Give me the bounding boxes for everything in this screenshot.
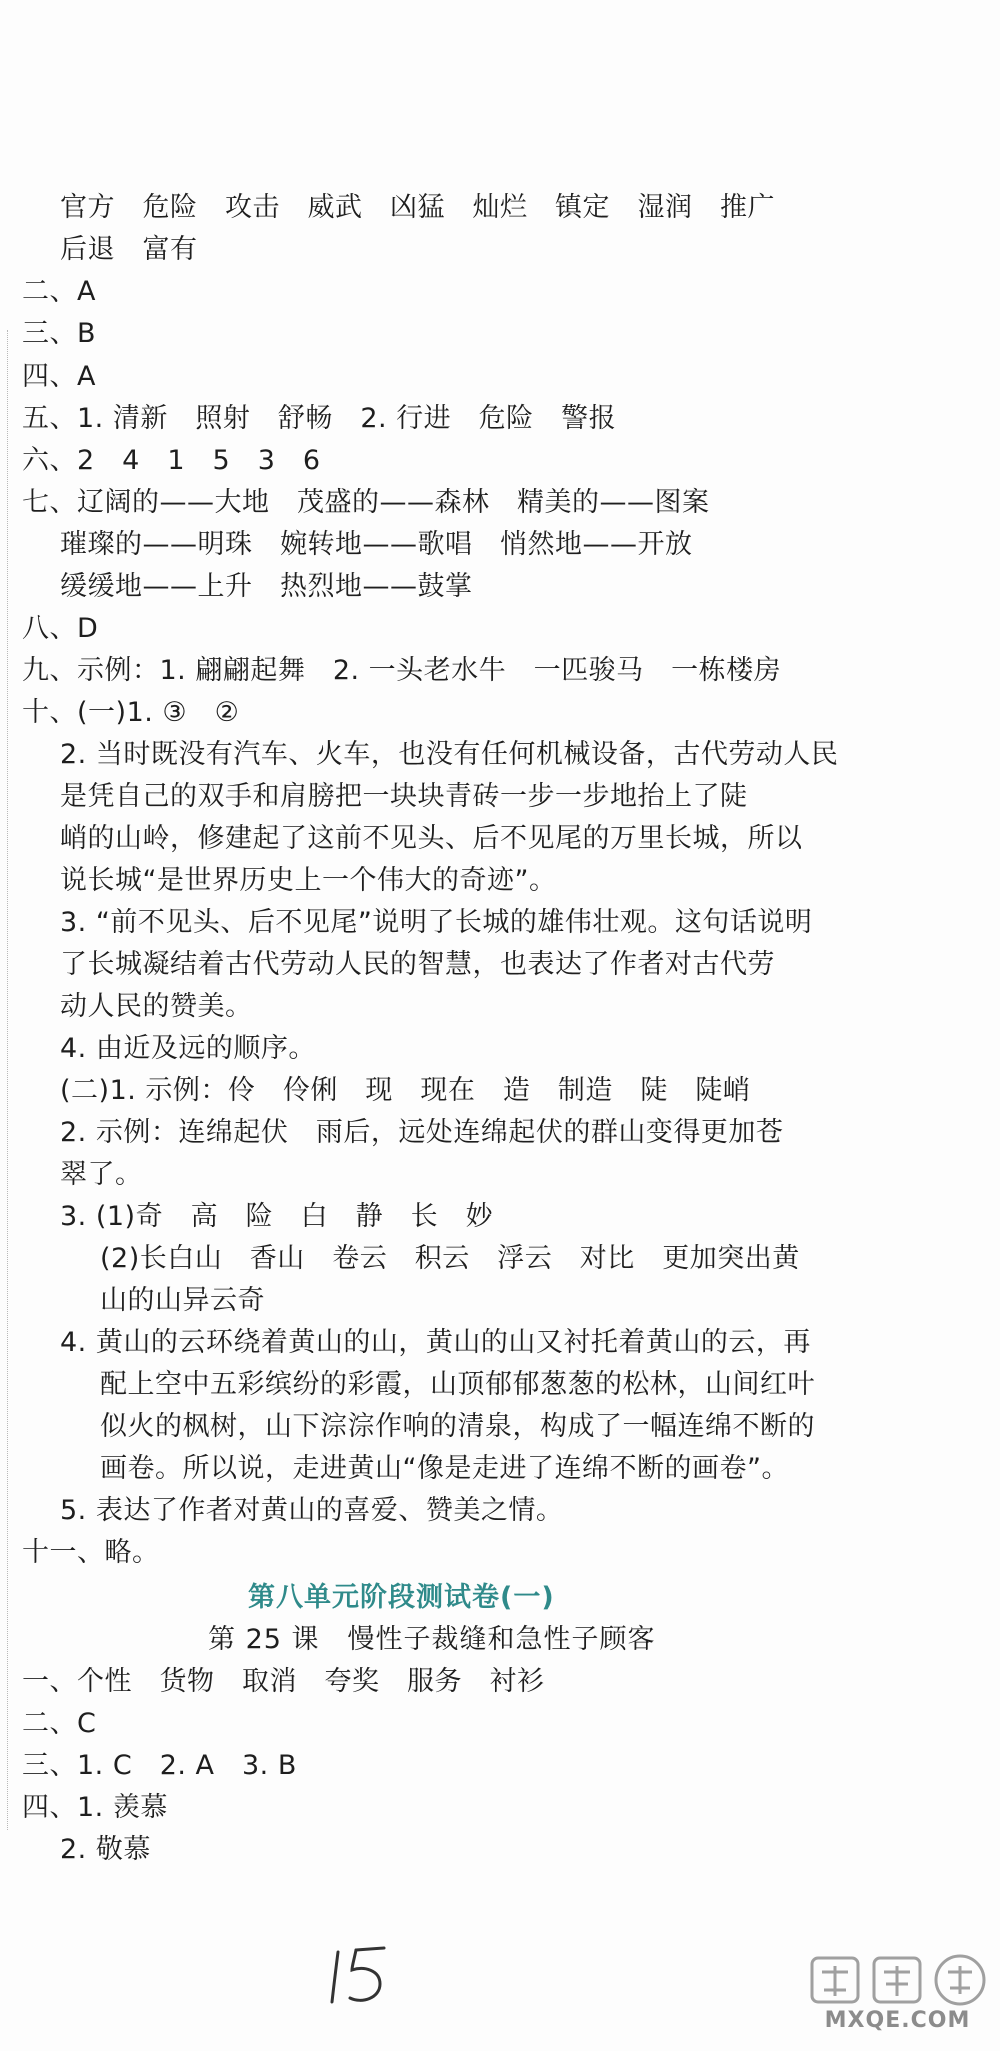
answer-line: 是凭自己的双手和肩膀把一块块青砖一步一步地抬上了陡 <box>60 781 748 812</box>
answer-line: 六、2 4 1 5 3 6 <box>22 445 321 476</box>
answer-line: 二、C <box>22 1708 97 1739</box>
answer-line: 画卷。所以说，走进黄山“像是走进了连绵不断的画卷”。 <box>100 1453 789 1484</box>
answer-line: 2. 示例：连绵起伏 雨后，远处连绵起伏的群山变得更加苍 <box>60 1117 784 1148</box>
answer-line: 四、A <box>22 361 96 392</box>
answer-line: 八、D <box>22 613 99 644</box>
answer-line: 动人民的赞美。 <box>60 991 253 1022</box>
answer-line: 4. 由近及远的顺序。 <box>60 1033 316 1064</box>
answer-line: 官方 危险 攻击 威武 凶猛 灿烂 镇定 湿润 推广 <box>60 192 775 223</box>
answer-line: 翠了。 <box>60 1159 143 1190</box>
answer-line: 配上空中五彩缤纷的彩霞，山顶郁郁葱葱的松林，山间红叶 <box>100 1369 815 1400</box>
answer-line: 一、个性 货物 取消 夸奖 服务 衬衫 <box>22 1666 545 1697</box>
answer-line: 4. 黄山的云环绕着黄山的山，黄山的山又衬托着黄山的云，再 <box>60 1327 811 1358</box>
answer-line: 三、1. C 2. A 3. B <box>22 1750 297 1781</box>
answer-line: 四、1. 羡慕 <box>22 1792 168 1823</box>
answer-line: 璀璨的——明珠 婉转地——歌唱 悄然地——开放 <box>60 529 693 560</box>
answer-line: 似火的枫树，山下淙淙作响的清泉，构成了一幅连绵不断的 <box>100 1411 815 1442</box>
answer-line: 七、辽阔的——大地 茂盛的——森林 精美的——图案 <box>22 487 710 518</box>
answer-line: 2. 敬慕 <box>60 1834 151 1865</box>
answer-line: 3. “前不见头、后不见尾”说明了长城的雄伟壮观。这句话说明 <box>60 907 813 938</box>
watermark-text: MXQE.COM <box>824 2008 971 2033</box>
answer-line: 说长城“是世界历史上一个伟大的奇迹”。 <box>60 865 557 896</box>
answer-line: 十、(一)1. ③ ② <box>22 697 240 728</box>
handwritten-page-number <box>326 1940 406 2010</box>
answer-line: 五、1. 清新 照射 舒畅 2. 行进 危险 警报 <box>22 403 617 434</box>
answer-line: 十一、略。 <box>22 1537 160 1568</box>
answer-line: 3. (1)奇 高 险 白 静 长 妙 <box>60 1201 494 1232</box>
answer-line: 缓缓地——上升 热烈地——鼓掌 <box>60 571 473 602</box>
answer-line: 5. 表达了作者对黄山的喜爱、赞美之情。 <box>60 1495 564 1526</box>
answer-line: 峭的山岭，修建起了这前不见头、后不见尾的万里长城，所以 <box>60 823 803 854</box>
answer-line: 山的山异云奇 <box>100 1285 265 1316</box>
answer-line: 后退 富有 <box>60 234 198 265</box>
lesson-title: 第 25 课 慢性子裁缝和急性子顾客 <box>208 1624 656 1655</box>
answer-line: (2)长白山 香山 卷云 积云 浮云 对比 更加突出黄 <box>100 1243 800 1274</box>
section-title: 第八单元阶段测试卷(一) <box>248 1582 555 1613</box>
answer-line: 2. 当时既没有汽车、火车，也没有任何机械设备，古代劳动人民 <box>60 739 839 770</box>
answer-line: 二、A <box>22 276 96 307</box>
answer-line: 九、示例：1. 翩翩起舞 2. 一头老水牛 一匹骏马 一栋楼房 <box>22 655 782 686</box>
answer-line: 三、B <box>22 318 97 349</box>
watermark-logo <box>800 1950 995 2045</box>
answer-line: (二)1. 示例：伶 伶俐 现 现在 造 制造 陡 陡峭 <box>60 1075 751 1106</box>
answer-line: 了长城凝结着古代劳动人民的智慧，也表达了作者对古代劳 <box>60 949 775 980</box>
margin-rule <box>7 330 8 1830</box>
watermark-emblem-icon <box>800 1950 995 2010</box>
